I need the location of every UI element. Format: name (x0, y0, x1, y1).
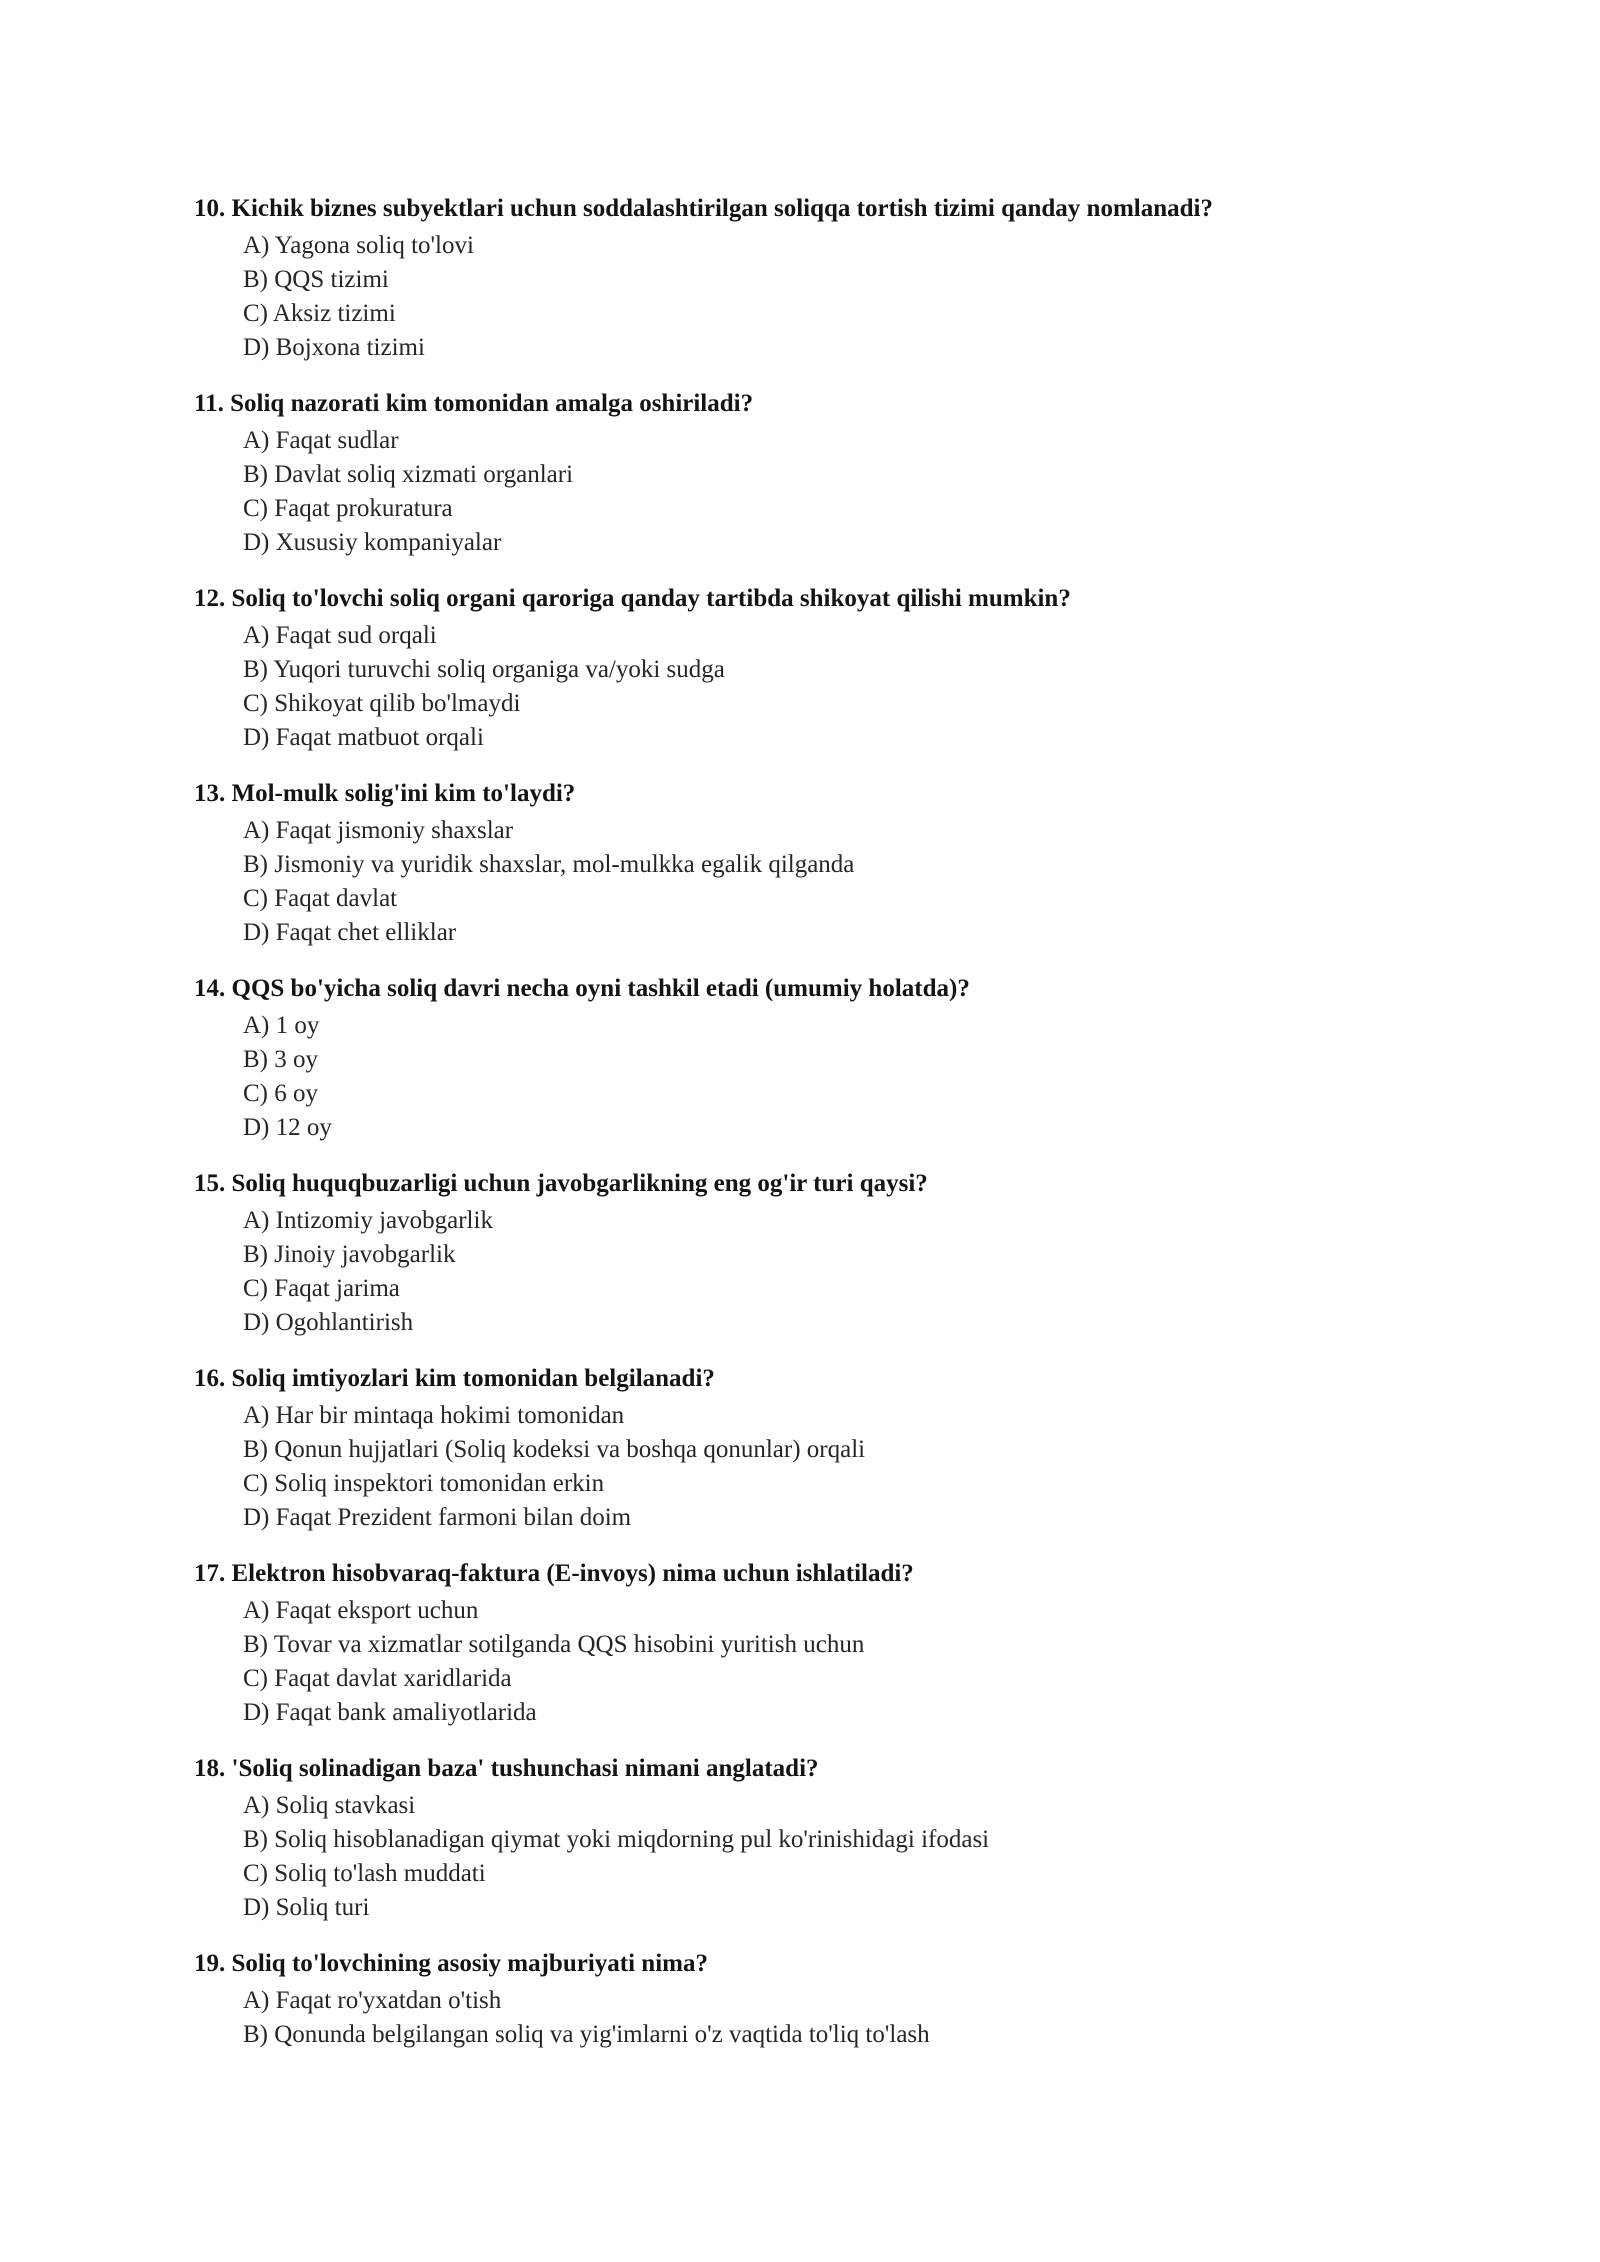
answer-options (194, 619, 1494, 755)
answer-options (194, 814, 1494, 950)
question-item (194, 774, 1494, 950)
answer-option: A) Faqat sud orqali (243, 622, 437, 649)
answer-option: A) Intizomiy javobgarlik (243, 1207, 493, 1234)
question-title: 16. Soliq imtiyozlari kim tomonidan belgilanadi? (194, 1365, 715, 1392)
answer-option: C) Aksiz tizimi (243, 300, 396, 327)
answer-option: D) Faqat matbuot orqali (243, 724, 484, 751)
answer-option: B) Yuqori turuvchi soliq organiga va/yoki sudga (243, 656, 725, 683)
answer-option: C) Faqat prokuratura (243, 495, 453, 522)
question-title: 10. Kichik biznes subyektlari uchun soddalashtirilgan soliqqa tortish tizimi qanday nomlanadi? (194, 195, 1213, 222)
answer-options (194, 1399, 1494, 1535)
answer-option: A) Faqat jismoniy shaxslar (243, 817, 514, 844)
answer-option: C) 6 oy (243, 1080, 318, 1107)
question-item (194, 189, 1494, 365)
answer-option: A) Faqat sudlar (243, 427, 399, 454)
question-item (194, 1749, 1494, 1925)
answer-options (194, 424, 1494, 560)
question-item (194, 579, 1494, 755)
answer-options (194, 1594, 1494, 1730)
answer-option: C) Faqat davlat (243, 885, 398, 912)
answer-option: D) Faqat Prezident farmoni bilan doim (243, 1504, 632, 1531)
question-title: 17. Elektron hisobvaraq-faktura (E-invoys) nima uchun ishlatiladi? (194, 1560, 914, 1587)
answer-option: B) Davlat soliq xizmati organlari (243, 461, 574, 488)
question-title: 15. Soliq huquqbuzarligi uchun javobgarlikning eng og'ir turi qaysi? (194, 1170, 928, 1197)
answer-option: D) 12 oy (243, 1114, 332, 1141)
answer-options (194, 1009, 1494, 1145)
answer-option: C) Faqat davlat xaridlarida (243, 1665, 512, 1692)
answer-options (194, 1204, 1494, 1340)
answer-option: A) Faqat eksport uchun (243, 1597, 479, 1624)
question-item (194, 384, 1494, 560)
answer-option: B) QQS tizimi (243, 266, 389, 293)
answer-option: C) Soliq to'lash muddati (243, 1860, 486, 1887)
answer-option: D) Ogohlantirish (243, 1309, 414, 1336)
answer-option: B) Jinoiy javobgarlik (243, 1241, 456, 1268)
answer-option: B) 3 oy (243, 1046, 318, 1073)
question-item (194, 1359, 1494, 1535)
answer-options (194, 1789, 1494, 1925)
answer-option: A) Soliq stavkasi (243, 1792, 416, 1819)
answer-option: B) Soliq hisoblanadigan qiymat yoki miqdorning pul ko'rinishidagi ifodasi (243, 1826, 990, 1853)
question-title: 12. Soliq to'lovchi soliq organi qaroriga qanday tartibda shikoyat qilishi mumkin? (194, 585, 1071, 612)
answer-option: A) Har bir mintaqa hokimi tomonidan (243, 1402, 625, 1429)
answer-option: B) Jismoniy va yuridik shaxslar, mol-mulkka egalik qilganda (243, 851, 855, 878)
answer-option: C) Shikoyat qilib bo'lmaydi (243, 690, 521, 717)
answer-option: D) Soliq turi (243, 1894, 370, 1921)
question-title: 11. Soliq nazorati kim tomonidan amalga oshiriladi? (194, 390, 754, 417)
question-item (194, 969, 1494, 1145)
answer-options (194, 229, 1494, 365)
question-list (194, 189, 1494, 2071)
answer-option: D) Faqat chet elliklar (243, 919, 457, 946)
answer-option: B) Qonun hujjatlari (Soliq kodeksi va boshqa qonunlar) orqali (243, 1436, 866, 1463)
question-item (194, 1944, 1494, 2052)
question-item (194, 1164, 1494, 1340)
answer-option: D) Xususiy kompaniyalar (243, 529, 502, 556)
question-title: 18. 'Soliq solinadigan baza' tushunchasi nimani anglatadi? (194, 1755, 819, 1782)
question-item (194, 1554, 1494, 1730)
answer-option: A) Faqat ro'yxatdan o'tish (243, 1987, 502, 2014)
answer-option: D) Faqat bank amaliyotlarida (243, 1699, 537, 1726)
question-title: 19. Soliq to'lovchining asosiy majburiyati nima? (194, 1950, 708, 1977)
answer-option: B) Tovar va xizmatlar sotilganda QQS hisobini yuritish uchun (243, 1631, 865, 1658)
answer-option: A) 1 oy (243, 1012, 320, 1039)
answer-option: B) Qonunda belgilangan soliq va yig'imlarni o'z vaqtida to'liq to'lash (243, 2021, 930, 2048)
question-title: 14. QQS bo'yicha soliq davri necha oyni tashkil etadi (umumiy holatda)? (194, 975, 970, 1002)
answer-option: C) Soliq inspektori tomonidan erkin (243, 1470, 605, 1497)
answer-options (194, 1984, 1494, 2052)
question-title: 13. Mol-mulk solig'ini kim to'laydi? (194, 780, 576, 807)
answer-option: C) Faqat jarima (243, 1275, 400, 1302)
answer-option: D) Bojxona tizimi (243, 334, 425, 361)
answer-option: A) Yagona soliq to'lovi (243, 232, 474, 259)
